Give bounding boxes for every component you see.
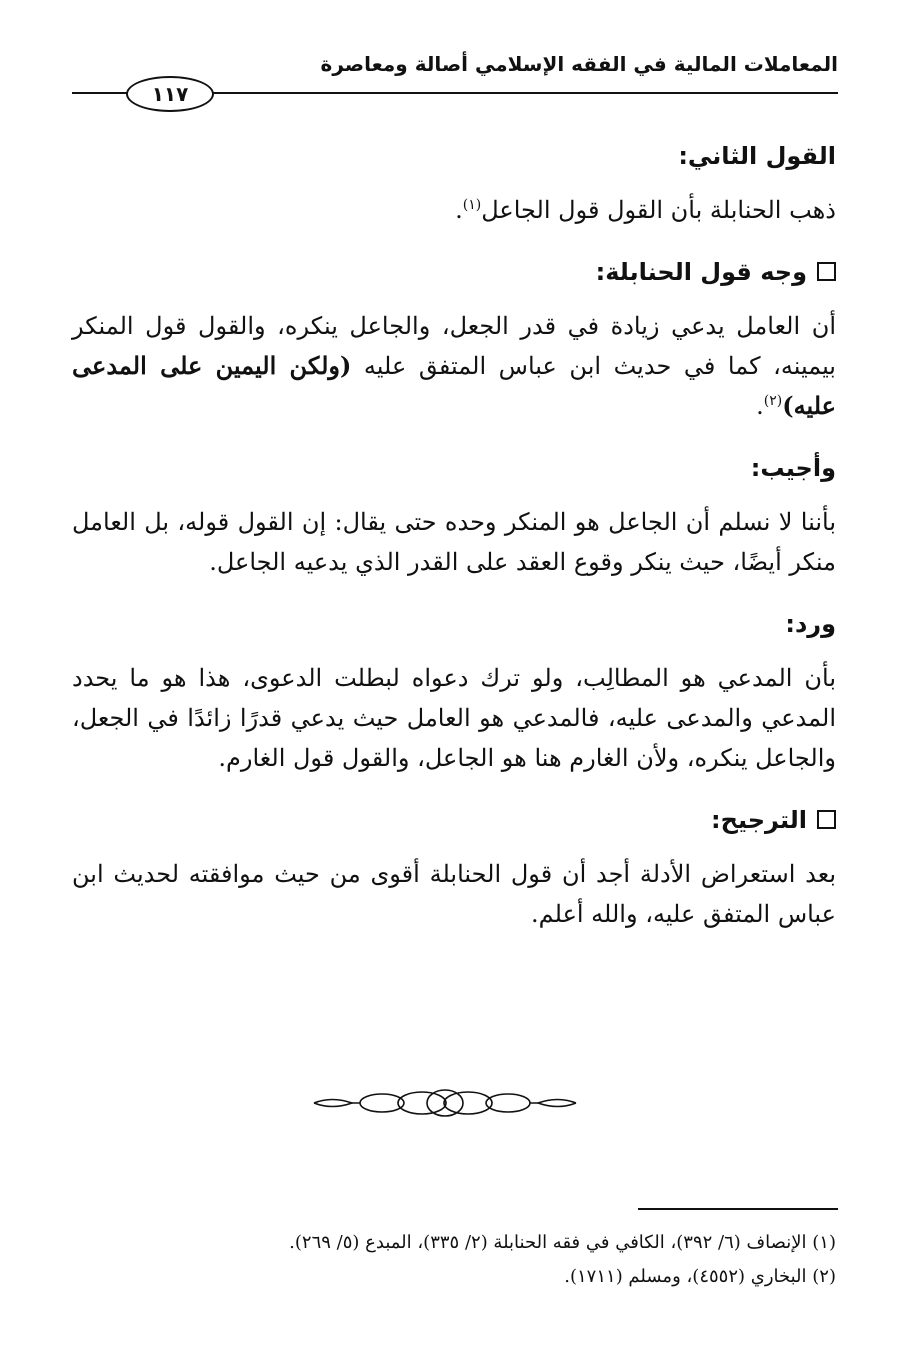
heading-reply: ورد: — [785, 610, 836, 638]
running-title: المعاملات المالية في الفقه الإسلامي أصالة ومعاصرة — [320, 52, 838, 76]
paragraph-2: أن العامل يدعي زيادة في قدر الجعل، والجاعل ينكره، والقول قول المنكر بيمينه، كما في حديث ابن عباس المتفق عليه (ولكن اليمين على المدعى عليه)$^{(٢)}$. — [72, 312, 836, 420]
footnote-ref-1: (١) — [462, 197, 482, 213]
footnote-1: (١) الإنصاف (٦/ ٣٩٢)، الكافي في فقه الحنابلة (٢/ ٣٣٥)، المبدع (٥/ ٢٦٩). — [289, 1232, 836, 1253]
paragraph-4: بأن المدعي هو المطالِب، ولو ترك دعواه لبطلت الدعوى، هذا هو ما يحدد المدعي والمدعى عليه، فالمدعي هو العامل حيث يدعي قدرًا زائدًا في الجعل، والجاعل ينكره، ولأن الغارم هنا هو الجاعل، والقول قول الغارم. — [72, 664, 836, 772]
page-body — [72, 136, 836, 934]
checkbox-square-icon — [817, 810, 836, 829]
page-number: ١١٧ — [126, 76, 214, 112]
paragraph-3: بأننا لا نسلم أن الجاعل هو المنكر وحده حتى يقال: إن القول قوله، بل العامل منكر أيضًا، حيث ينكر وقوع العقد على القدر الذي يدعيه الجاعل. — [72, 508, 836, 576]
footnotes — [72, 1226, 836, 1294]
paragraph-1: ذهب الحنابلة بأن القول قول الجاعل$^{(١)}$. — [455, 196, 836, 224]
footnote-2: (٢) البخاري (٤٥٥٢)، ومسلم (١٧١١). — [564, 1266, 836, 1287]
heading-hanabila: وجه قول الحنابلة: — [72, 252, 836, 292]
ornament-divider-icon — [312, 1088, 578, 1118]
heading-answer: وأجيب: — [750, 454, 836, 482]
paragraph-5: بعد استعراض الأدلة أجد أن قول الحنابلة أقوى من حيث موافقته لحديث ابن عباس المتفق عليه، والله أعلم. — [72, 860, 836, 928]
footnote-rule — [638, 1208, 838, 1210]
hadith-quote: (ولكن اليمين على المدعى عليه) — [72, 351, 836, 420]
checkbox-square-icon — [817, 262, 836, 281]
footnote-ref-2: (٢) — [763, 393, 783, 409]
heading-tarjih: الترجيح: — [72, 800, 836, 840]
heading-second-opinion: القول الثاني: — [678, 142, 836, 170]
